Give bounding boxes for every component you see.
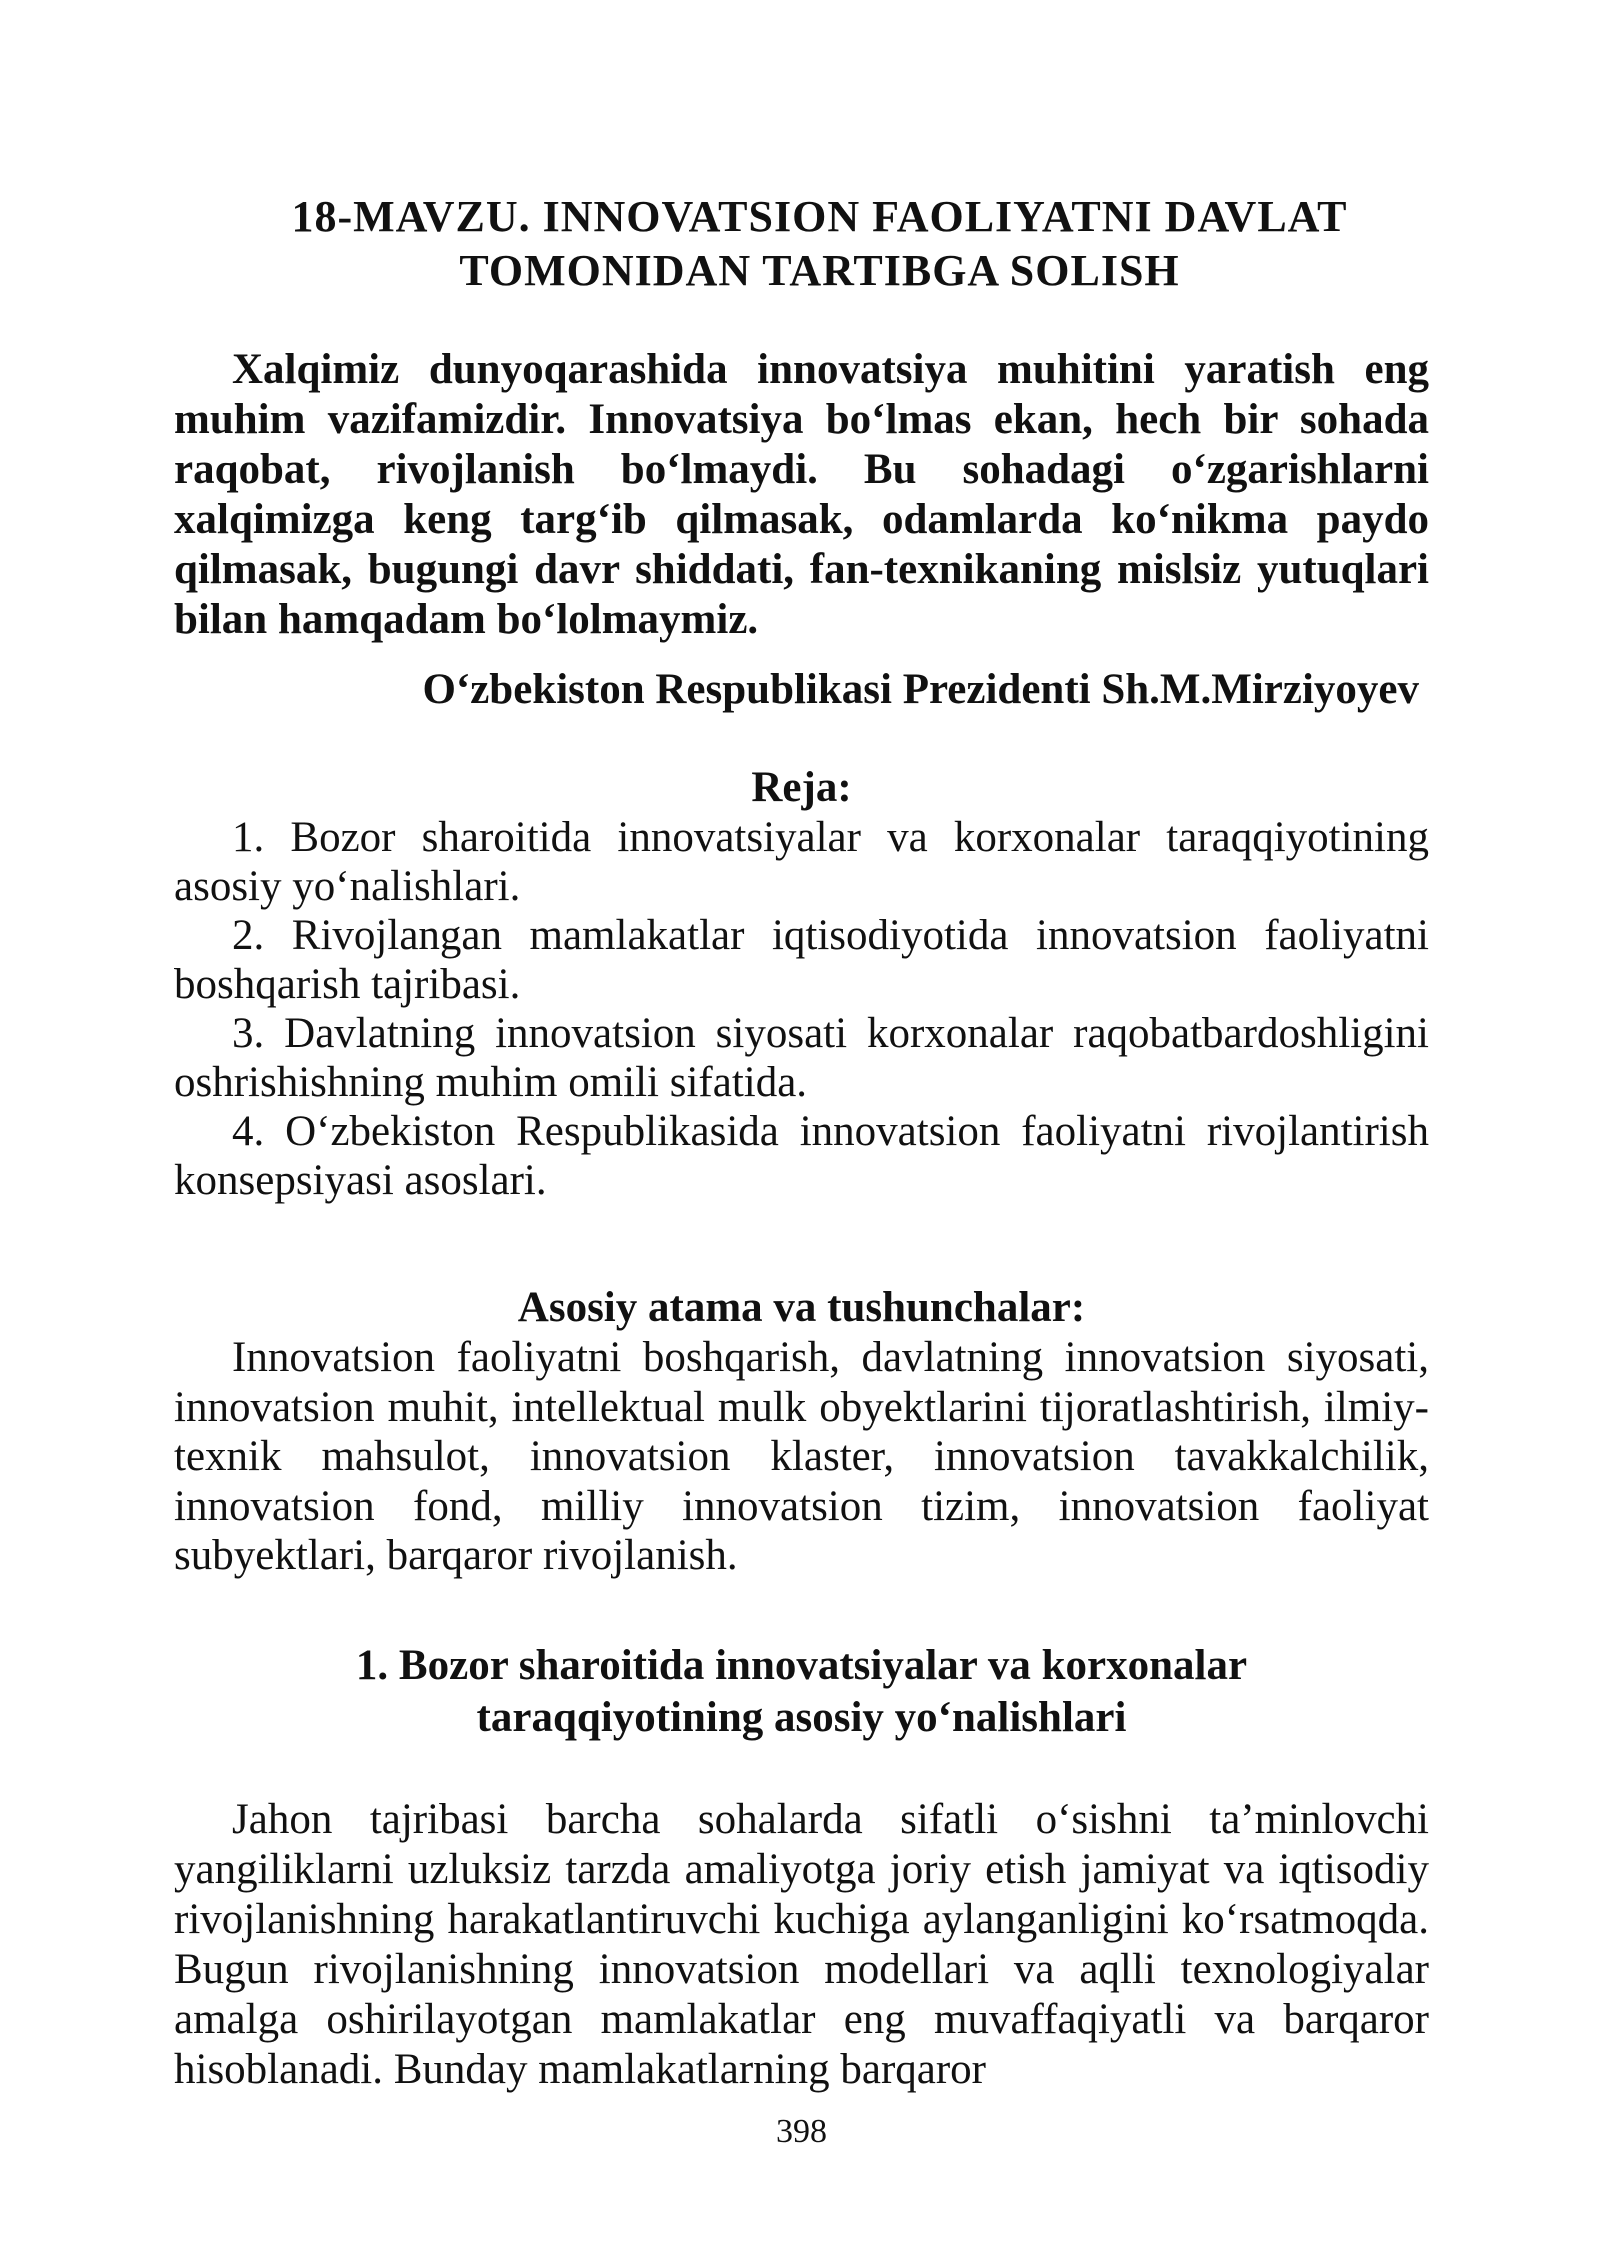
epigraph-author: O‘zbekiston Respublikasi Prezidenti Sh.M.Mirziyoyev	[422, 666, 1419, 713]
section-body-paragraph: Jahon tajribasi barcha sohalarda sifatli o‘sishni ta’minlovchi yangiliklarni uzluksiz tarzda amaliyotga joriy etish jamiyat va iqtisodiy rivojlanishning harakatlantiruvchi kuchiga aylanganligini ko‘rsatmoqda. Bugun rivojlanishning innovatsion modellari va aqlli texnologiyalar amalga oshirilayotgan mamlakatlar eng muvaffaqiyatli va barqaror hisoblanadi. Bunday mamlakatlarning barqaror	[174, 1796, 1429, 2093]
plan-heading: Reja:	[751, 764, 852, 811]
plan-item: 4. O‘zbekiston Respublikasida innovatsion faoliyatni rivojlantirish konsepsiyasi asoslari.	[174, 1108, 1429, 1204]
book-page	[174, 0, 1429, 2262]
plan-item: 2. Rivojlangan mamlakatlar iqtisodiyotida innovatsion faoliyatni boshqarish tajribasi.	[174, 912, 1429, 1008]
section-heading-line-1: 1. Bozor sharoitida innovatsiyalar va korxonalar	[355, 1642, 1248, 1689]
page-number: 398	[776, 2113, 827, 2150]
epigraph-quote: Xalqimiz dunyoqarashida innovatsiya muhitini yaratish eng muhim vazifamizdir. Innovatsiya bo‘lmas ekan, hech bir sohada raqobat, rivojlanish bo‘lmaydi. Bu sohadagi o‘zgarishlarni xalqimizga keng targ‘ib qilmasak, odamlarda ko‘nikma paydo qilmasak, bugungi davr shiddati, fan-texnikaning mislsiz yutuqlari bilan hamqadam bo‘lolmaymiz.	[174, 346, 1429, 643]
plan-item: 1. Bozor sharoitida innovatsiyalar va korxonalar taraqqiyotining asosiy yo‘nalishlari.	[174, 814, 1429, 910]
key-terms-heading: Asosiy atama va tushunchalar:	[517, 1284, 1086, 1331]
chapter-title-line-2: TOMONIDAN TARTIBGA SOLISH	[459, 246, 1180, 295]
plan-list	[174, 813, 1429, 1205]
chapter-title	[174, 190, 1429, 298]
key-terms-text: Innovatsion faoliyatni boshqarish, davlatning innovatsion siyosati, innovatsion muhit, intellektual mulk obyektlarini tijoratlashtirish, ilmiy-texnik mahsulot, innovatsion klaster, innovatsion tavakkalchilik, innovatsion fond, milliy innovatsion tizim, innovatsion faoliyat subyektlari, barqaror rivojlanish.	[174, 1334, 1429, 1579]
plan-item: 3. Davlatning innovatsion siyosati korxonalar raqobatbardoshligini oshrishishning muhim omili sifatida.	[174, 1010, 1429, 1106]
section-heading	[174, 1640, 1429, 1744]
chapter-title-line-1: 18-MAVZU. INNOVATSION FAOLIYATNI DAVLAT	[291, 192, 1348, 241]
section-heading-line-2: taraqqiyotining asosiy yo‘nalishlari	[476, 1694, 1127, 1741]
